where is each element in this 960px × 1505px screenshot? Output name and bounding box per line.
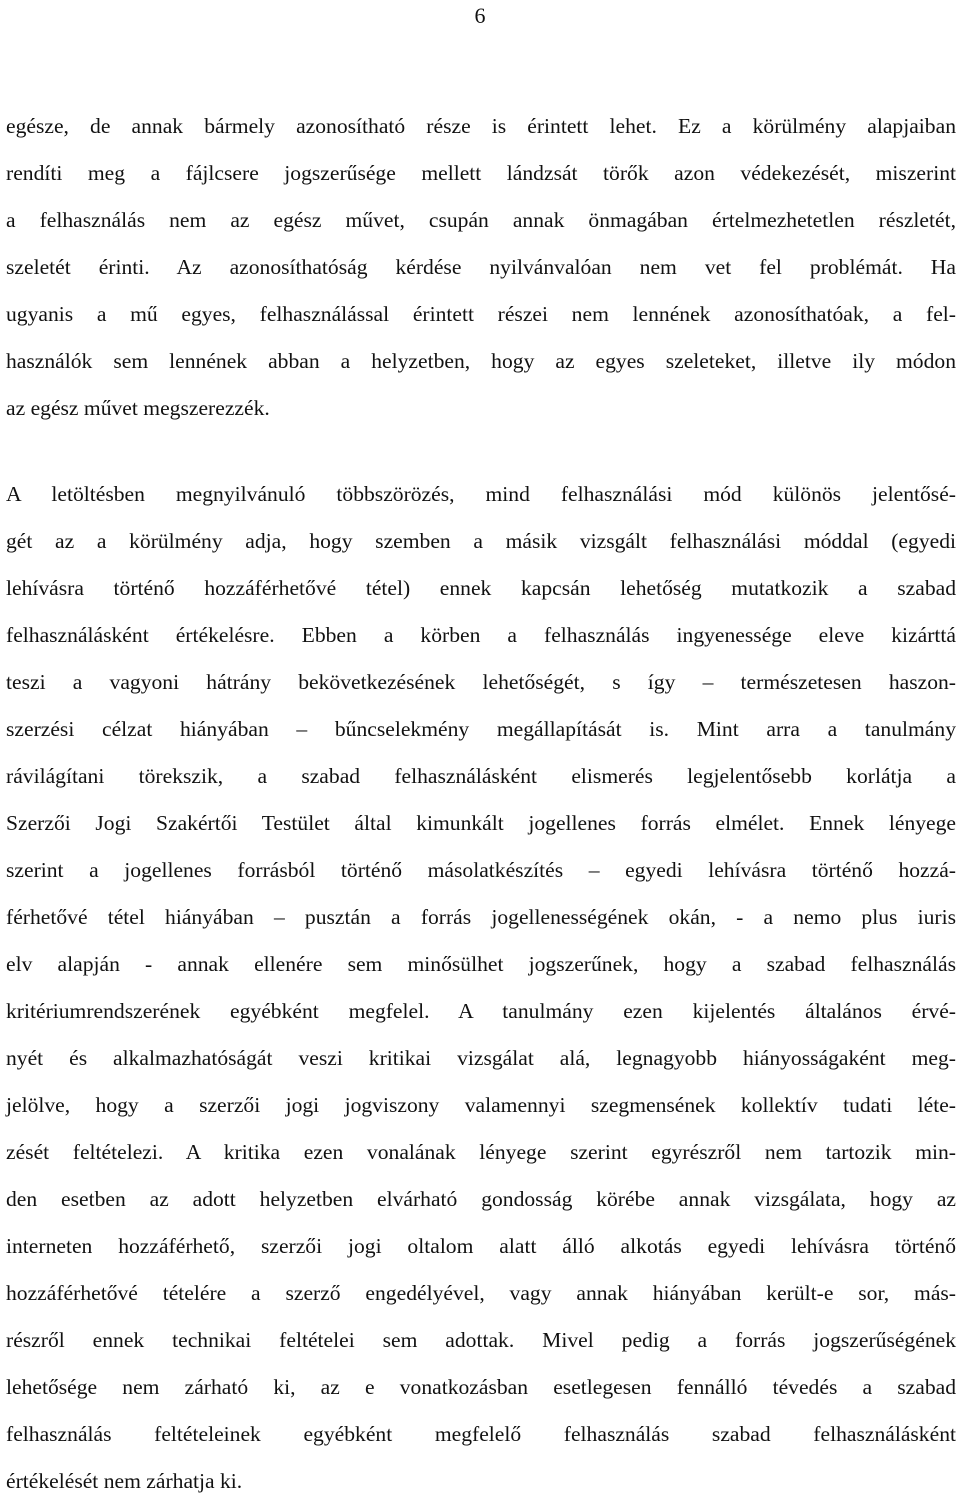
text-line: den esetben az adott helyzetben elvárható gondosság körébe annak vizsgálata, hogy az <box>6 1187 956 1211</box>
text-line: a felhasználás nem az egész művet, csupán annak önmagában értelmezhetetlen részletét, <box>6 208 956 232</box>
text-line: rávilágítani törekszik, a szabad felhasználásként elismerés legjelentősebb korlátja a <box>6 764 956 788</box>
text-line: A letöltésben megnyilvánuló többszörözés, mind felhasználási mód különös jelentősé- <box>6 482 956 506</box>
text-line: szeletét érinti. Az azonosíthatóság kérdése nyilvánvalóan nem vet fel problémát. Ha <box>6 255 956 279</box>
text-line: szerzési célzat hiányában – bűncselekmény megállapítását is. Mint arra a tanulmány <box>6 717 956 741</box>
text-line: elv alapján - annak ellenére sem minősülhet jogszerűnek, hogy a szabad felhasználás <box>6 952 956 976</box>
text-line: az egész művet megszerezzék. <box>6 396 270 420</box>
paragraph-1 <box>6 103 956 432</box>
text-line: lehetősége nem zárható ki, az e vonatkozásban esetlegesen fennálló tévedés a szabad <box>6 1375 956 1399</box>
text-line: szerint a jogellenes forrásból történő másolatkészítés – egyedi lehívásra történő hozzá- <box>6 858 956 882</box>
text-line: felhasználásként értékelésre. Ebben a körben a felhasználás ingyenessége eleve kizárttá <box>6 623 956 647</box>
text-line: hozzáférhetővé tételére a szerző engedélyével, vagy annak hiányában került-e sor, más- <box>6 1281 956 1305</box>
text-line: zését feltételezi. A kritika ezen vonalának lényege szerint egyrészről nem tartozik min- <box>6 1140 956 1164</box>
text-line: Szerzői Jogi Szakértői Testület által kimunkált jogellenes forrás elmélet. Ennek lényege <box>6 811 956 835</box>
page-number: 6 <box>474 3 486 28</box>
text-line: gét az a körülmény adja, hogy szemben a másik vizsgált felhasználási móddal (egyedi <box>6 529 956 553</box>
text-line: rendíti meg a fájlcsere jogszerűsége mellett lándzsát törők azon védekezését, miszerint <box>6 161 956 185</box>
text-line: jelölve, hogy a szerzői jogi jogviszony valamennyi szegmensének kollektív tudati léte- <box>6 1093 956 1117</box>
text-line: felhasználás feltételeinek egyébként megfelelő felhasználás szabad felhasználásként <box>6 1422 956 1446</box>
text-line: egésze, de annak bármely azonosítható része is érintett lehet. Ez a körülmény alapjaiban <box>6 114 956 138</box>
text-line: használók sem lennének abban a helyzetben, hogy az egyes szeleteket, illetve ily módon <box>6 349 956 373</box>
text-line: részről ennek technikai feltételei sem adottak. Mivel pedig a forrás jogszerűségének <box>6 1328 956 1352</box>
text-line: teszi a vagyoni hátrány bekövetkezésének lehetőségét, s így – természetesen haszon- <box>6 670 956 694</box>
text-line: kritériumrendszerének egyébként megfelel. A tanulmány ezen kijelentés általános érvé- <box>6 999 956 1023</box>
text-line: nyét és alkalmazhatóságát veszi kritikai vizsgálat alá, legnagyobb hiányosságaként meg- <box>6 1046 956 1070</box>
text-line: férhetővé tétel hiányában – pusztán a forrás jogellenességének okán, - a nemo plus iuris <box>6 905 956 929</box>
paragraph-2 <box>6 471 956 1505</box>
text-line: interneten hozzáférhető, szerzői jogi oltalom alatt álló alkotás egyedi lehívásra történő <box>6 1234 956 1258</box>
text-line: értékelését nem zárhatja ki. <box>6 1469 243 1493</box>
text-line: lehívásra történő hozzáférhetővé tétel) ennek kapcsán lehetőség mutatkozik a szabad <box>6 576 956 600</box>
text-line: ugyanis a mű egyes, felhasználással érintett részei nem lennének azonosíthatóak, a fel- <box>6 302 956 326</box>
